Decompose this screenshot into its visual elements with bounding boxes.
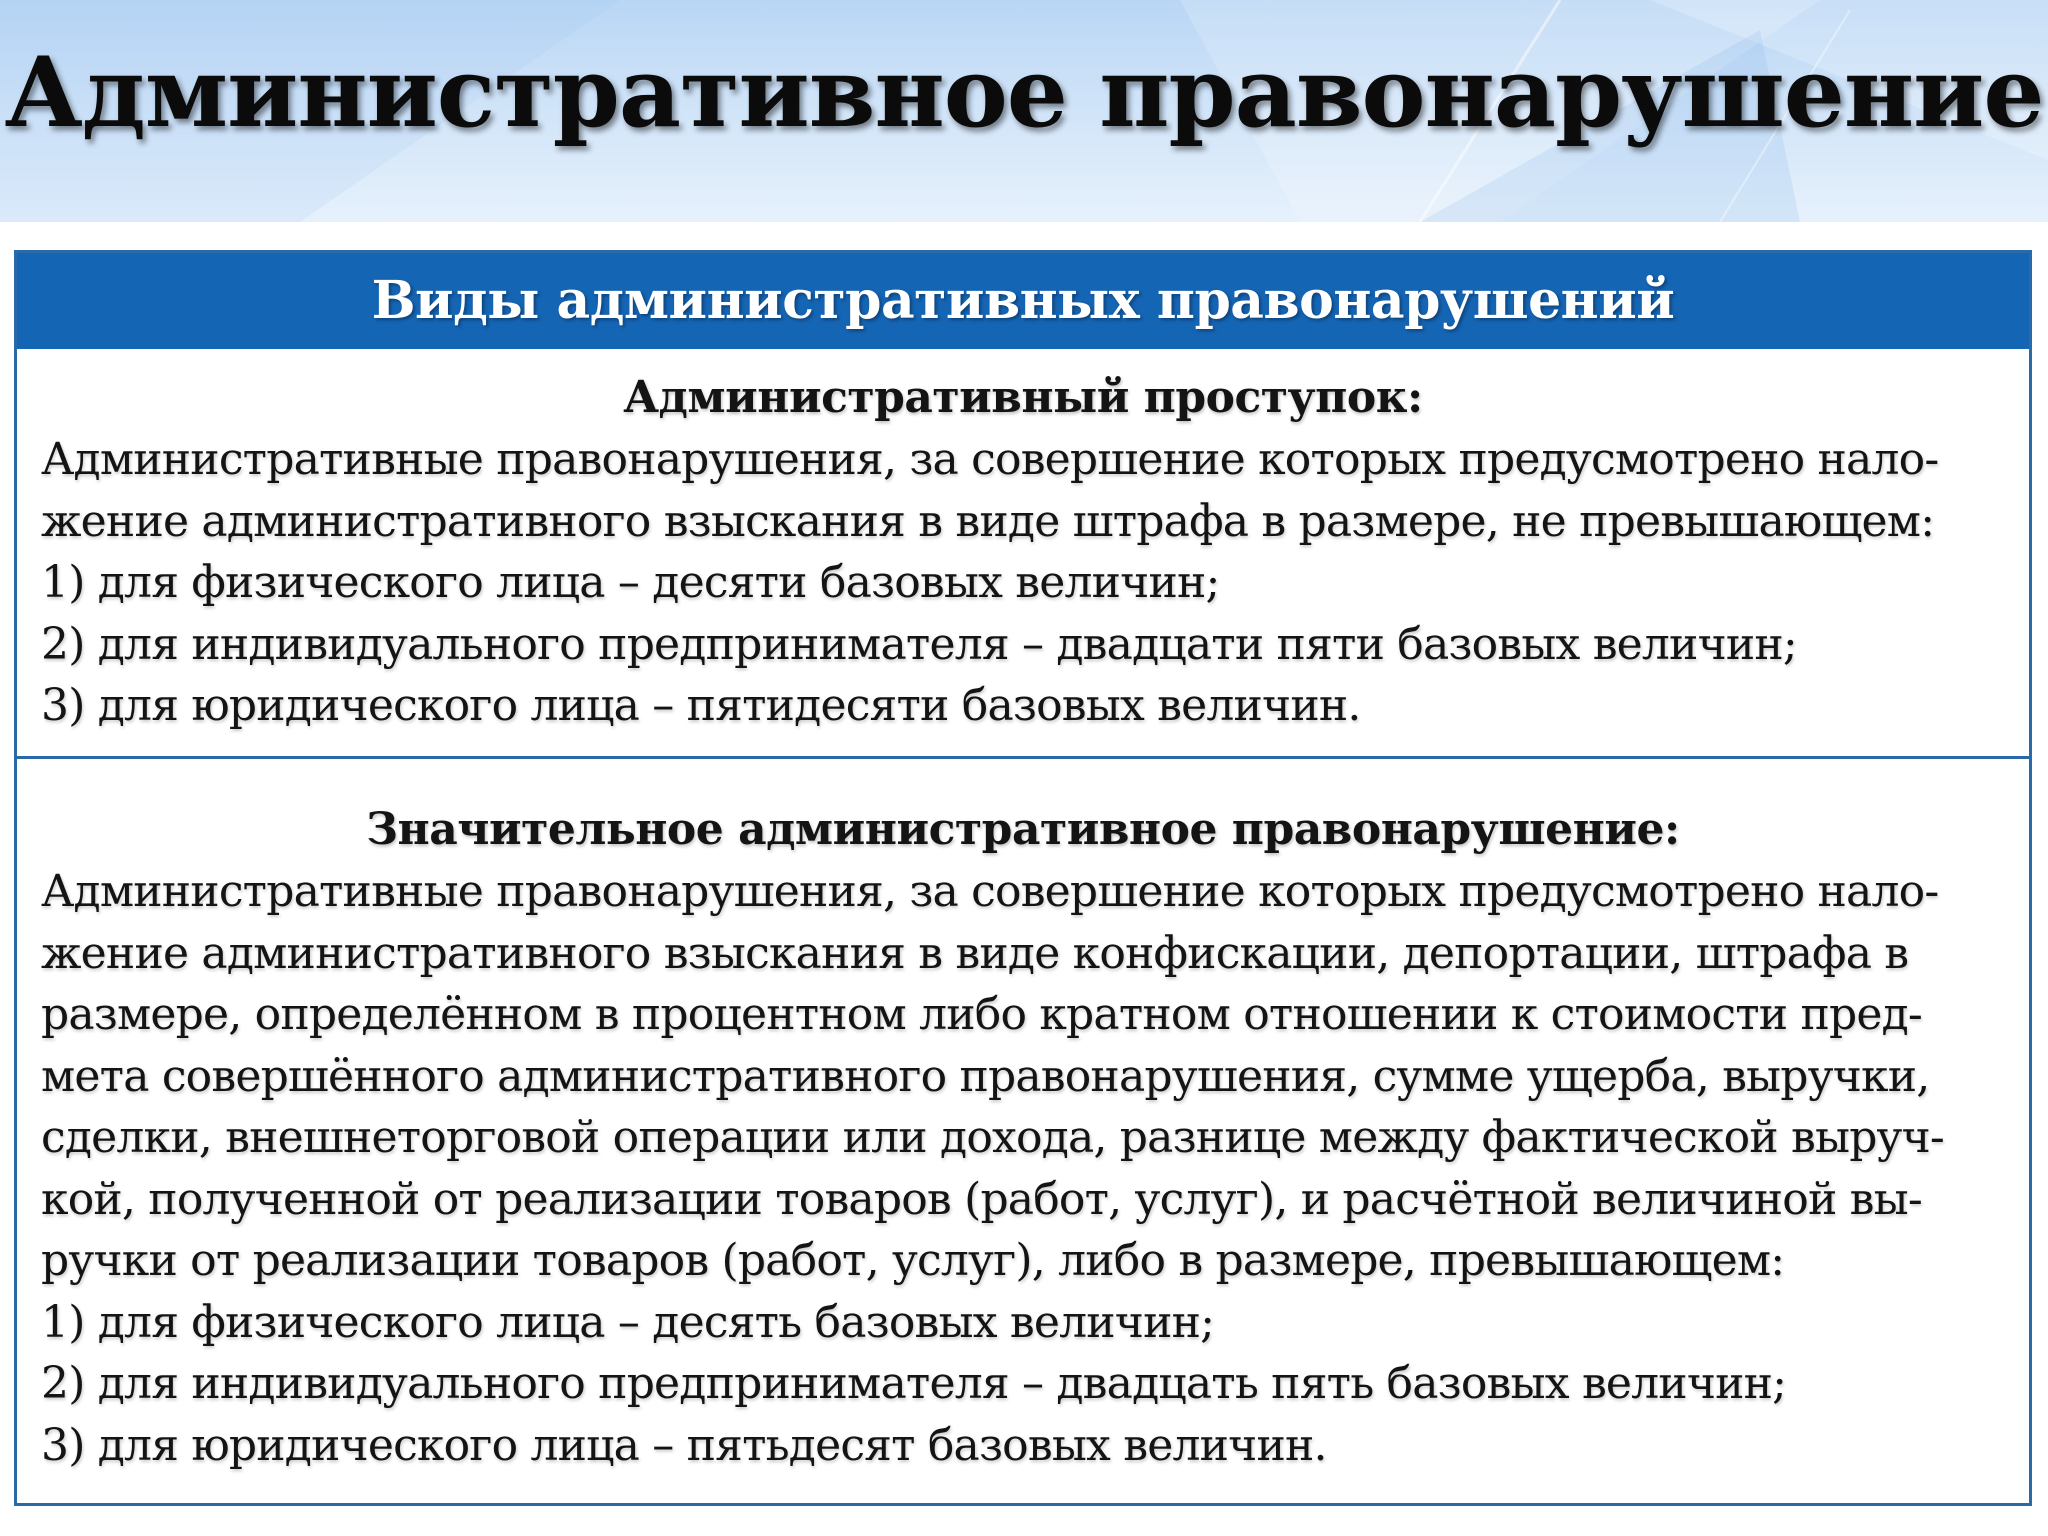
table-header: Виды административных правонарушений [17, 253, 2029, 349]
list-item: 3) для юридического лица – пятидесяти базовых величин. [41, 680, 1361, 731]
violation-types-table [14, 250, 2032, 1506]
section-title: Административный проступок: [623, 372, 1423, 423]
list-item: 2) для индивидуального предпринимателя – двадцати пяти базовых величин; [41, 618, 1797, 670]
text-line: размере, определённом в процентном либо кратном отношении к стоимости пред- [41, 989, 1922, 1040]
text-line: Административные правонарушения, за совершение которых предусмотрено нало- [41, 866, 1939, 917]
section-significant-offense [17, 759, 2029, 1476]
text-line: ручки от реализации товаров (работ, услуг), либо в размере, превышающем: [41, 1235, 1785, 1286]
list-item: 2) для индивидуального предпринимателя – двадцать пять базовых величин; [41, 1358, 1787, 1409]
list-item: 1) для физического лица – десяти базовых величин; [41, 557, 1220, 608]
title-banner [0, 0, 2048, 222]
section-minor-offense [17, 349, 2029, 759]
text-line: жение административного взыскания в виде штрафа в размере, не превышающем: [41, 495, 1935, 547]
text-line: сделки, внешнеторговой операции или дохода, разнице между фактической выруч- [41, 1112, 1945, 1163]
text-line: мета совершённого административного правонарушения, сумме ущерба, выручки, [41, 1050, 1930, 1102]
text-line: Административные правонарушения, за совершение которых предусмотрено нало- [41, 434, 1939, 485]
page-title: Административное правонарушение [4, 36, 2044, 149]
list-item: 1) для физического лица – десять базовых величин; [41, 1296, 1215, 1348]
text-line: жение административного взыскания в виде конфискации, депортации, штрафа в [41, 927, 1909, 979]
text-line: кой, полученной от реализации товаров (работ, услуг), и расчётной величиной вы- [41, 1173, 1922, 1225]
section-title: Значительное административное правонарушение: [366, 804, 1680, 855]
list-item: 3) для юридического лица – пятьдесят базовых величин. [41, 1419, 1327, 1471]
